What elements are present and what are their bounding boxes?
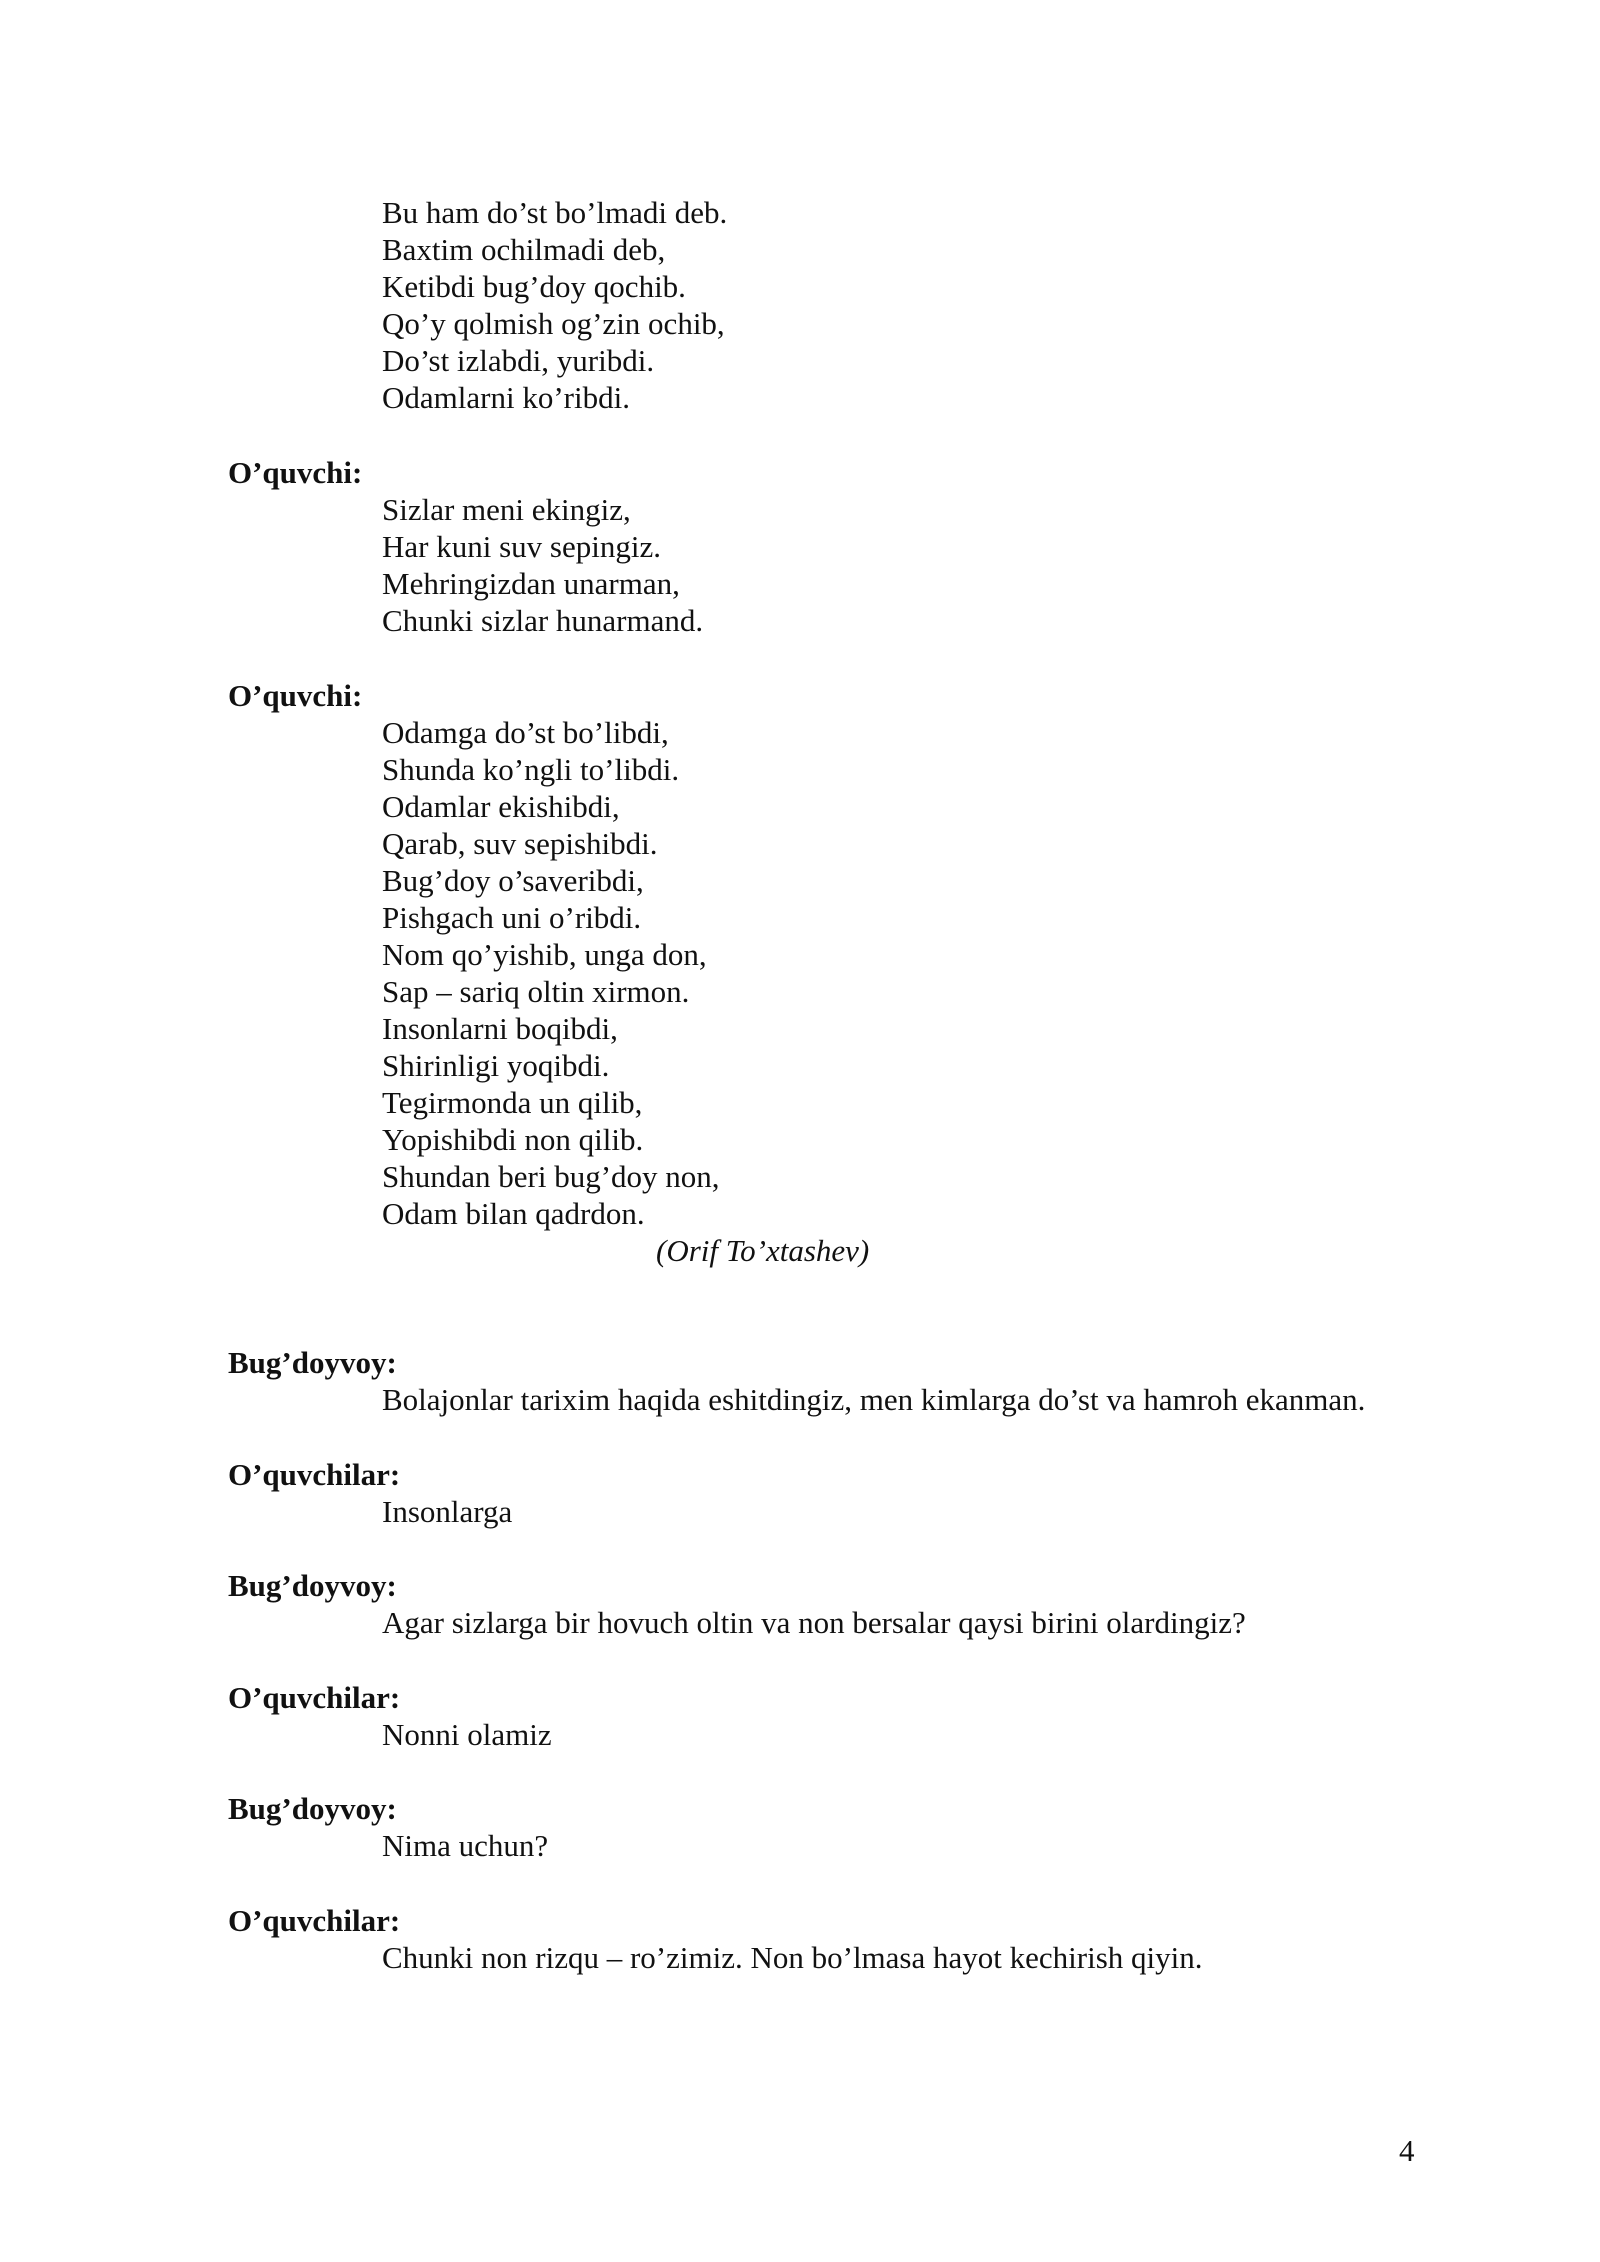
verse-line: Insonlarni boqibdi, bbox=[382, 1011, 618, 1046]
verse-line: Pishgach uni o’ribdi. bbox=[382, 900, 642, 935]
speaker-label: O’quvchilar: bbox=[228, 1457, 401, 1492]
speaker-label: Bug’doyvoy: bbox=[228, 1568, 397, 1603]
speaker-label: O’quvchi: bbox=[228, 455, 363, 490]
verse-line: Bu ham do’st bo’lmadi deb. bbox=[382, 195, 728, 230]
dialogue-line: Agar sizlarga bir hovuch oltin va non bersalar qaysi birini olardingiz? bbox=[382, 1605, 1246, 1640]
speaker-label: O’quvchi: bbox=[228, 678, 363, 713]
speaker-label: O’quvchilar: bbox=[228, 1680, 401, 1715]
speaker-label: Bug’doyvoy: bbox=[228, 1791, 397, 1826]
verse-line: Yopishibdi non qilib. bbox=[382, 1122, 644, 1157]
verse-line: Shirinligi yoqibdi. bbox=[382, 1048, 610, 1083]
verse-line: Bug’doy o’saveribdi, bbox=[382, 863, 644, 898]
verse-line: Mehringizdan unarman, bbox=[382, 566, 680, 601]
speaker-label: Bug’doyvoy: bbox=[228, 1345, 397, 1380]
verse-line: Odamlar ekishibdi, bbox=[382, 789, 620, 824]
verse-line: Qo’y qolmish og’zin ochib, bbox=[382, 306, 725, 341]
verse-line: Do’st izlabdi, yuribdi. bbox=[382, 343, 655, 378]
dialogue-line: Chunki non rizqu – ro’zimiz. Non bo’lmasa hayot kechirish qiyin. bbox=[382, 1940, 1203, 1975]
verse-line: Qarab, suv sepishibdi. bbox=[382, 826, 658, 861]
verse-line: Har kuni suv sepingiz. bbox=[382, 529, 661, 564]
speaker-label: O’quvchilar: bbox=[228, 1903, 401, 1938]
verse-line: Odamlarni ko’ribdi. bbox=[382, 380, 630, 415]
verse-line: Odam bilan qadrdon. bbox=[382, 1196, 645, 1231]
verse-line: Nom qo’yishib, unga don, bbox=[382, 937, 707, 972]
dialogue-line: Nima uchun? bbox=[382, 1828, 549, 1863]
dialogue-line: Bolajonlar tarixim haqida eshitdingiz, men kimlarga do’st va hamroh ekanman. bbox=[382, 1382, 1366, 1417]
dialogue-line: Nonni olamiz bbox=[382, 1717, 552, 1752]
verse-line: Odamga do’st bo’libdi, bbox=[382, 715, 669, 750]
verse-line: Shundan beri bug’doy non, bbox=[382, 1159, 720, 1194]
verse-line: Tegirmonda un qilib, bbox=[382, 1085, 643, 1120]
dialogue-line: Insonlarga bbox=[382, 1494, 513, 1529]
poem-attribution: (Orif To’xtashev) bbox=[656, 1233, 870, 1268]
verse-line: Shunda ko’ngli to’libdi. bbox=[382, 752, 680, 787]
verse-line: Sap – sariq oltin xirmon. bbox=[382, 974, 690, 1009]
verse-line: Ketibdi bug’doy qochib. bbox=[382, 269, 686, 304]
page-number: 4 bbox=[1399, 2133, 1415, 2168]
verse-line: Sizlar meni ekingiz, bbox=[382, 492, 631, 527]
verse-line: Baxtim ochilmadi deb, bbox=[382, 232, 666, 267]
verse-line: Chunki sizlar hunarmand. bbox=[382, 603, 704, 638]
